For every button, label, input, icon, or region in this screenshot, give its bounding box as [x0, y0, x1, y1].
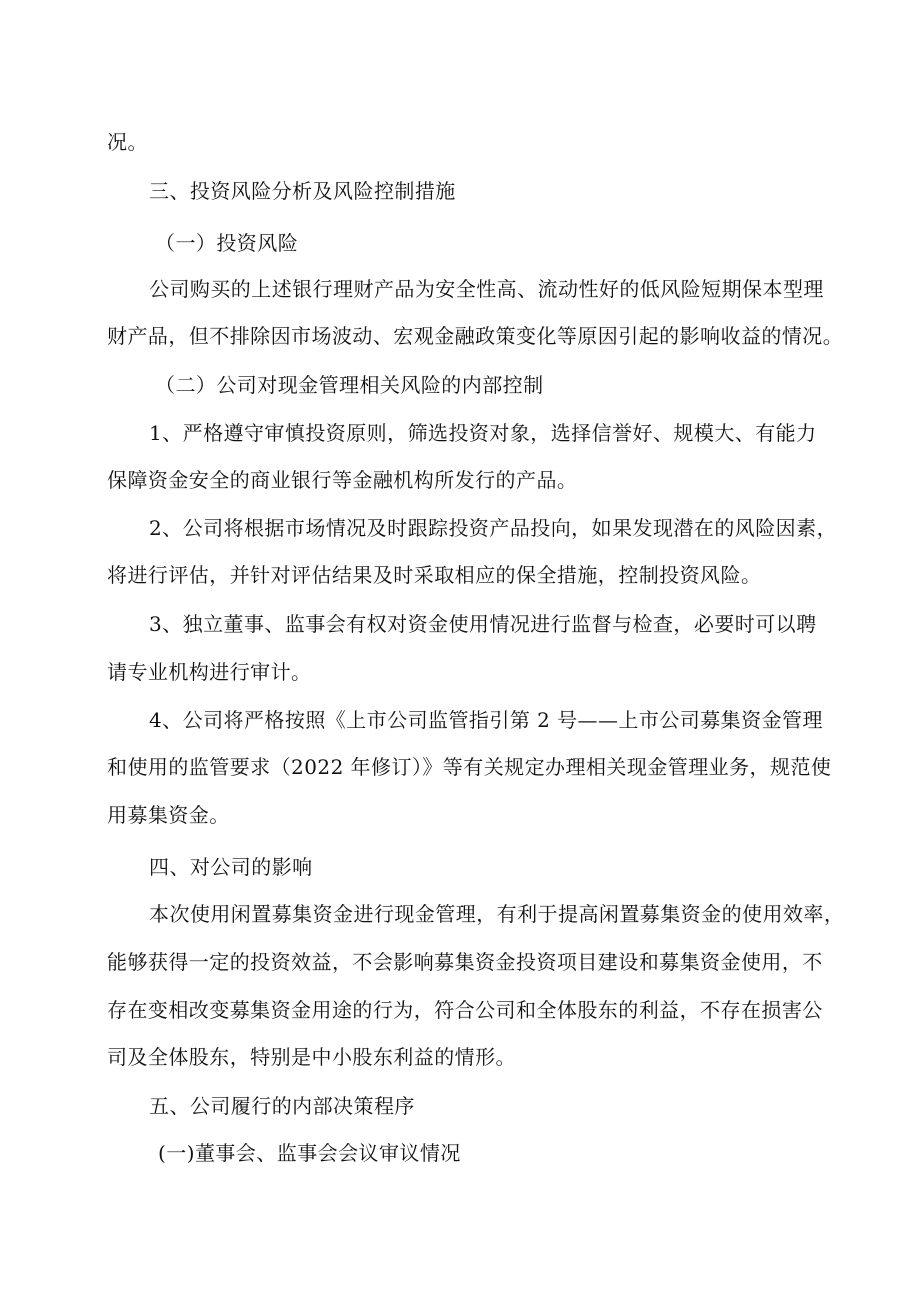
subsection-heading-5-1: (一)董事会、监事会会议审议情况 [158, 1141, 461, 1165]
paragraph-continuation: 况。 [107, 130, 148, 154]
paragraph-line: 存在变相改变募集资金用途的行为，符合公司和全体股东的利益，不存在损害公 [107, 998, 823, 1022]
paragraph-line: 和使用的监管要求（2022 年修订）》等有关规定办理相关现金管理业务，规范使 [107, 755, 832, 779]
paragraph-line: 能够获得一定的投资效益，不会影响募集资金投资项目建设和募集资金使用，不 [107, 950, 823, 974]
paragraph-line: 司及全体股东，特别是中小股东利益的情形。 [107, 1045, 516, 1069]
paragraph-line: 请专业机构进行审计。 [107, 660, 312, 684]
paragraph-line: 本次使用闲置募集资金进行现金管理，有利于提高闲置募集资金的使用效率， [149, 902, 845, 926]
paragraph-line: 1、严格遵守审慎投资原则，筛选投资对象，选择信誉好、规模大、有能力 [149, 421, 817, 445]
paragraph-line: 财产品，但不排除因市场波动、宏观金融政策变化等原因引起的影响收益的情况。 [107, 324, 844, 348]
paragraph-line: 将进行评估，并针对评估结果及时采取相应的保全措施，控制投资风险。 [107, 563, 762, 587]
section-heading-3: 三、投资风险分析及风险控制措施 [149, 179, 456, 203]
section-heading-5: 五、公司履行的内部决策程序 [149, 1094, 415, 1118]
paragraph-line: 4、公司将严格按照《上市公司监管指引第 2 号——上市公司募集资金管理 [149, 708, 823, 732]
paragraph-line: 2、公司将根据市场情况及时跟踪投资产品投向，如果发现潜在的风险因素， [149, 516, 838, 540]
subsection-heading-3-2: （二）公司对现金管理相关风险的内部控制 [155, 373, 544, 397]
paragraph-line: 3、独立董事、监事会有权对资金使用情况进行监督与检查，必要时可以聘 [149, 612, 817, 636]
subsection-heading-3-1: （一）投资风险 [155, 231, 299, 255]
paragraph-line: 公司购买的上述银行理财产品为安全性高、流动性好的低风险短期保本型理 [149, 277, 824, 301]
paragraph-line: 用募集资金。 [107, 803, 230, 827]
paragraph-line: 保障资金安全的商业银行等金融机构所发行的产品。 [107, 468, 578, 492]
section-heading-4: 四、对公司的影响 [149, 855, 313, 879]
